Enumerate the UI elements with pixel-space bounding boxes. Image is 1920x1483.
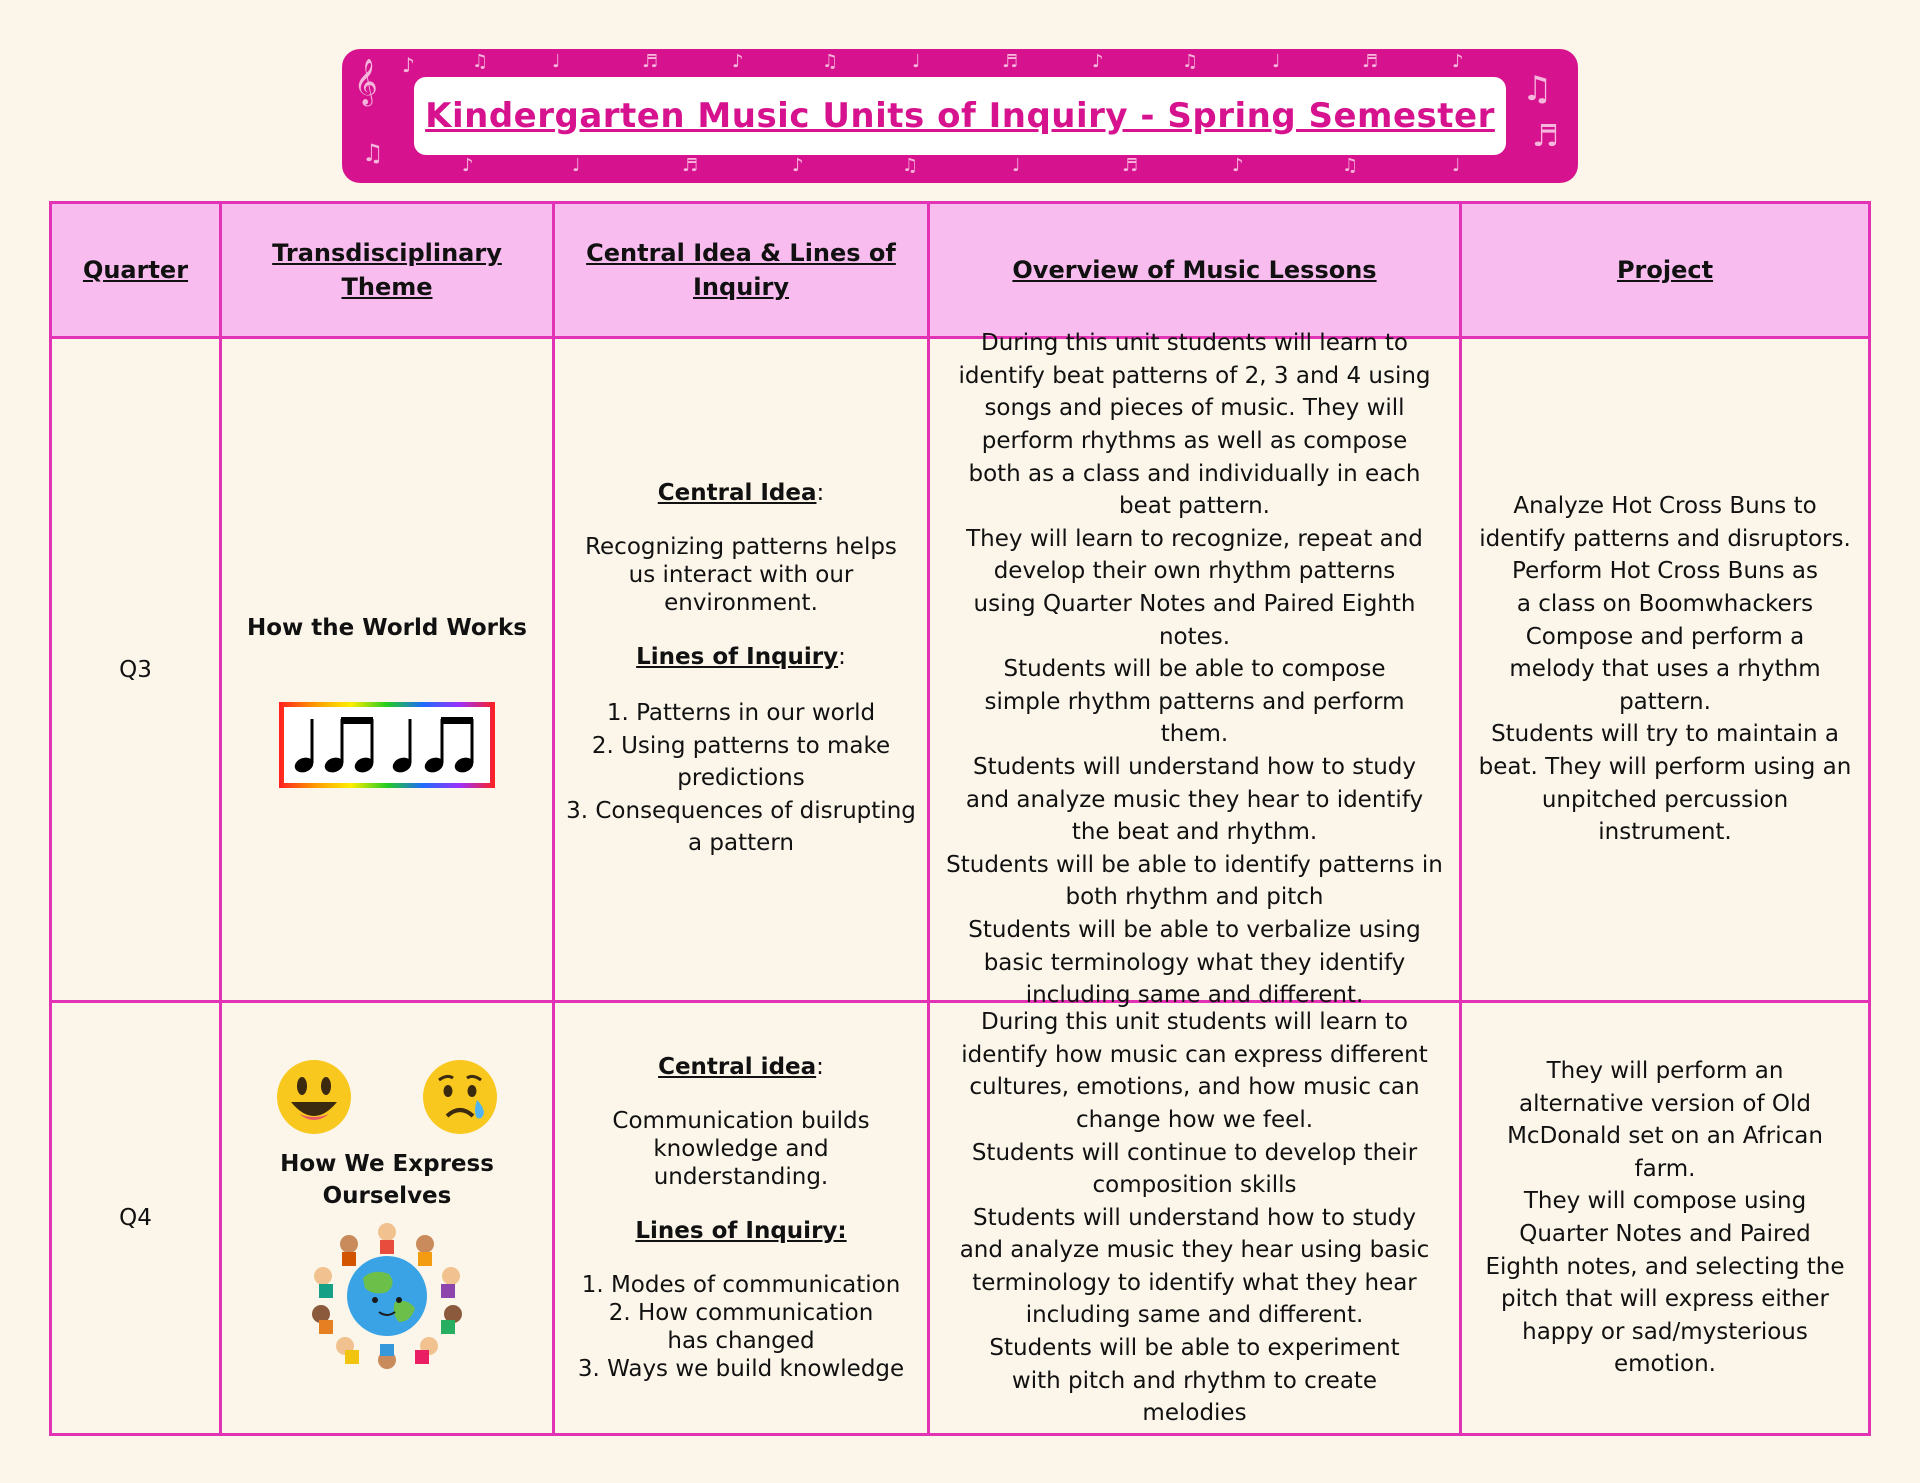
- music-note-icon: ♪: [1232, 155, 1244, 176]
- music-note-icon: ♩: [912, 51, 921, 72]
- theme-title: How the World Works: [246, 614, 527, 641]
- treble-clef-icon: 𝄞: [354, 59, 378, 105]
- theme-cell: [222, 339, 552, 1000]
- overview-paragraph: Students will understand how to study and analyze music they hear to identify the beat and rhythm.: [965, 753, 1424, 846]
- lines-of-inquiry-label: Lines of Inquiry: [636, 644, 839, 671]
- music-note-icon: ♫: [902, 155, 919, 176]
- overview-paragraph: Students will be able to verbalize using basic terminology what they identify including same and different.: [968, 916, 1421, 1009]
- central-idea-cell: Central Idea: Recognizing patterns helps us interact with our environment. Lines of Inquiry: 1. Patterns in our world 2. Using patterns to make predictions 3. Consequences of disrupting a pattern: [555, 339, 927, 1000]
- header-quarter: Quarter: [82, 256, 189, 284]
- music-note-icon: ♬: [1362, 51, 1379, 72]
- children-around-globe-icon: [303, 1218, 471, 1378]
- music-note-icon: ♫: [1522, 69, 1553, 109]
- music-note-icon: ♫: [822, 51, 839, 72]
- central-idea-text: Communication builds knowledge and understanding.: [612, 1108, 870, 1190]
- music-note-icon: ♬: [642, 51, 659, 72]
- quarter-cell: Q4: [119, 1205, 152, 1231]
- lines-of-inquiry-label: Lines of Inquiry:: [635, 1218, 847, 1244]
- inquiry-line: 2. How communication has changed: [608, 1300, 874, 1354]
- overview-cell: [930, 330, 1459, 1009]
- theme-cell: [222, 1003, 552, 1433]
- music-note-icon: ♬: [682, 155, 699, 176]
- project-paragraph: Analyze Hot Cross Buns to identify patterns and disruptors.: [1479, 493, 1851, 552]
- project-paragraph: Students will try to maintain a beat. They will perform using an unpitched percussion instrument.: [1478, 721, 1852, 846]
- music-note-icon: ♩: [1452, 155, 1461, 176]
- happy-face-icon: [275, 1058, 353, 1136]
- theme-title: How We Express Ourselves: [280, 1151, 494, 1209]
- music-note-icon: ♩: [1012, 155, 1021, 176]
- overview-paragraph: Students will be able to experiment with pitch and rhythm to create melodies: [989, 1335, 1400, 1427]
- overview-paragraph: Students will continue to develop their composition skills: [971, 1139, 1418, 1199]
- project-cell: [1462, 1003, 1868, 1433]
- inquiry-line: 3. Ways we build knowledge: [577, 1356, 905, 1382]
- music-note-icon: ♩: [572, 155, 581, 176]
- project-paragraph: Compose and perform a melody that uses a rhythm pattern.: [1509, 623, 1821, 715]
- music-note-icon: ♪: [402, 53, 415, 77]
- music-note-icon: ♬: [1002, 51, 1019, 72]
- project-paragraph: They will compose using Quarter Notes and Paired Eighth notes, and selecting the pitch that will express either happy or sad/mysterious emotion.: [1485, 1188, 1845, 1378]
- header-project: Project: [1616, 256, 1714, 284]
- music-note-icon: ♪: [792, 155, 804, 176]
- overview-cell: [930, 1003, 1459, 1433]
- overview-paragraph: Students will be able to identify patterns in both rhythm and pitch: [946, 851, 1443, 911]
- music-note-icon: ♬: [1532, 119, 1559, 154]
- project-paragraph: Perform Hot Cross Buns as a class on Boomwhackers: [1512, 558, 1818, 618]
- title-box: [414, 77, 1506, 155]
- emoji-row: [275, 1058, 499, 1136]
- music-note-icon: ♫: [1342, 155, 1359, 176]
- music-note-icon: ♪: [1092, 51, 1104, 72]
- music-note-icon: ♫: [472, 51, 489, 72]
- title-banner: [342, 49, 1578, 183]
- overview-paragraph: During this unit students will learn to identify how music can express different cultures, emotions, and how music can change how we feel.: [961, 1009, 1428, 1133]
- rhythm-notes-icon: [279, 702, 495, 788]
- units-table: [49, 201, 1871, 1436]
- quarter-cell: Q3: [119, 656, 152, 683]
- project-cell: [1462, 339, 1868, 1000]
- sad-face-icon: [421, 1058, 499, 1136]
- overview-paragraph: They will learn to recognize, repeat and develop their own rhythm patterns using Quarter Notes and Paired Eighth notes.: [966, 525, 1423, 650]
- header-theme: Transdisciplinary Theme: [272, 239, 502, 301]
- central-idea-label: Central idea: [658, 1054, 817, 1080]
- inquiry-line: 2. Using patterns to make predictions: [591, 732, 891, 792]
- central-idea-label: Central Idea: [657, 480, 817, 507]
- header-overview: Overview of Music Lessons: [1012, 256, 1377, 284]
- header-central-idea: Central Idea & Lines of Inquiry: [586, 239, 896, 301]
- inquiry-line: 1. Patterns in our world: [606, 700, 876, 727]
- music-note-icon: ♫: [362, 139, 384, 167]
- music-note-icon: ♫: [1182, 51, 1199, 72]
- music-note-icon: ♪: [1452, 51, 1464, 72]
- music-note-icon: ♪: [732, 51, 744, 72]
- central-idea-text: Recognizing patterns helps us interact with our environment.: [585, 534, 897, 617]
- music-note-icon: ♬: [1122, 155, 1139, 176]
- inquiry-line: 3. Consequences of disrupting a pattern: [566, 797, 916, 857]
- overview-paragraph: Students will be able to compose simple rhythm patterns and perform them.: [984, 656, 1405, 748]
- music-note-icon: ♪: [462, 155, 474, 176]
- overview-paragraph: During this unit students will learn to identify beat patterns of 2, 3 and 4 using songs and pieces of music. They will perform rhythms as well as compose both as a class and individually in each beat pattern.: [958, 330, 1431, 520]
- central-idea-cell: Central idea: Communication builds knowledge and understanding. Lines of Inquiry: 1. Modes of communication 2. How communication has changed 3. Ways we build knowledge: [555, 1003, 927, 1433]
- music-note-icon: ♩: [552, 51, 561, 72]
- overview-paragraph: Students will understand how to study and analyze music they hear using basic terminology to identify what they hear including same and different.: [959, 1204, 1430, 1329]
- page-title: Kindergarten Music Units of Inquiry - Spring Semester: [425, 96, 1495, 136]
- inquiry-line: 1. Modes of communication: [581, 1272, 901, 1298]
- project-paragraph: They will perform an alternative version of Old McDonald set on an African farm.: [1507, 1058, 1823, 1182]
- music-note-icon: ♩: [1272, 51, 1281, 72]
